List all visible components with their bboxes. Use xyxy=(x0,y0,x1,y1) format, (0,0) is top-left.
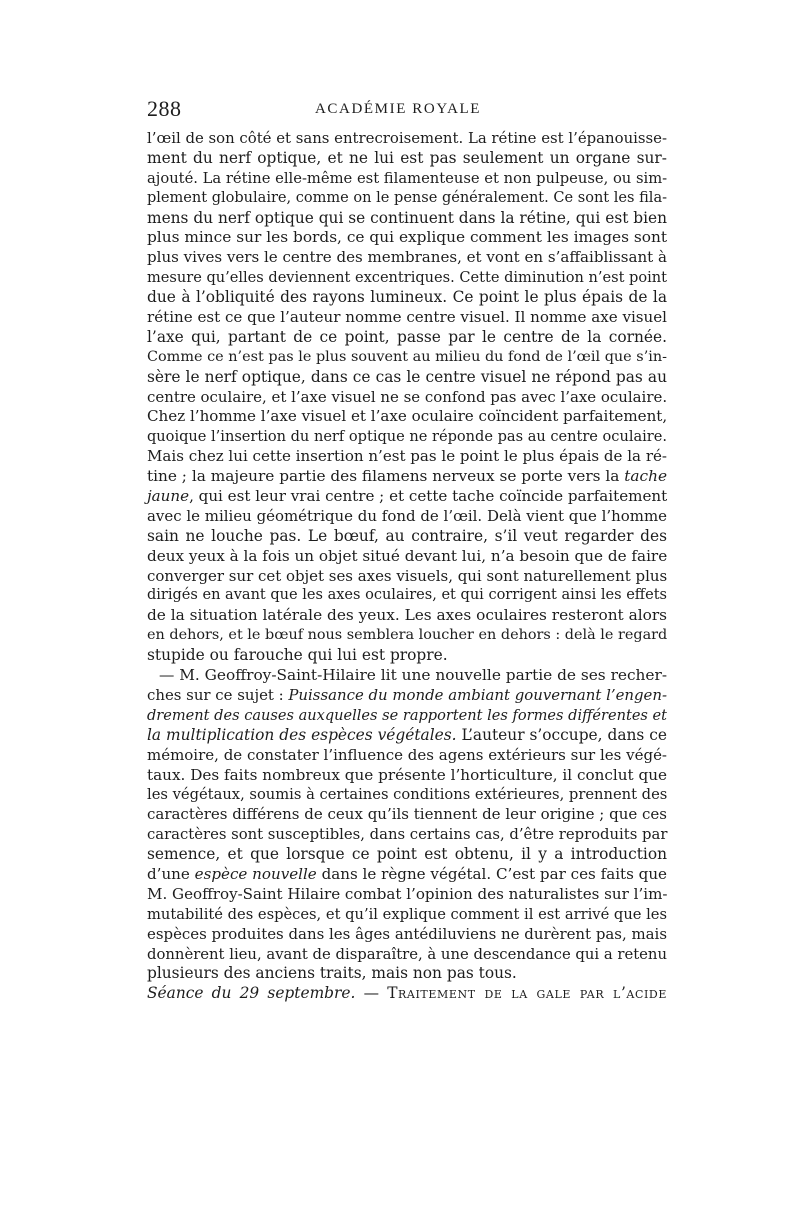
text-segment: taux. Des faits nombreux que présente l’horticulture, il conclut que xyxy=(147,765,667,784)
text-segment: jaune xyxy=(147,487,190,506)
text-segment: espèces produites dans les âges antédiluviens ne durèrent pas, mais xyxy=(147,924,667,943)
text-segment: les végétaux, soumis à certaines conditions extérieures, prennent des xyxy=(147,786,668,804)
text-segment: converger sur cet objet ses axes visuels, qui sont naturellement plus xyxy=(147,566,668,585)
text-segment: espèce nouvelle xyxy=(194,864,317,883)
text-line xyxy=(147,586,667,606)
text-line xyxy=(147,905,667,925)
text-segment: ment du nerf optique, et ne lui est pas seulement un organe sur- xyxy=(147,148,667,167)
text-line xyxy=(147,567,667,587)
text-segment: plus mince sur les bords, ce qui explique comment les images sont xyxy=(147,228,667,247)
text-segment: mens du nerf optique qui se continuent dans la rétine, qui est bien xyxy=(147,208,667,227)
text-line xyxy=(147,885,667,905)
text-segment: deux yeux à la fois un objet situé devant lui, n’a besoin que de faire xyxy=(147,546,668,565)
text-segment: , qui est leur vrai centre ; et cette tache coïncide parfaitement xyxy=(189,487,668,506)
text-segment: tache xyxy=(624,467,668,486)
text-segment: caractères différens de ceux qu’ils tiennent de leur origine ; que ces xyxy=(147,805,667,824)
text-segment: dans le règne végétal. C’est par ces faits que xyxy=(316,864,667,883)
text-segment: Comme ce n’est pas le plus souvent au milieu du fond de l’œil que s’in- xyxy=(147,348,667,365)
text-segment: drement des causes auxquelles se rapportent les formes différentes et xyxy=(147,706,667,724)
text-line xyxy=(147,308,667,328)
text-segment: semence, et que lorsque ce point est obtenu, il y a introduction xyxy=(147,845,667,864)
text-segment: sère le nerf optique, dans ce cas le centre visuel ne répond pas au xyxy=(147,367,667,386)
text-line xyxy=(147,945,667,965)
text-segment: mesure qu’elles deviennent excentriques. Cette diminution n’est point xyxy=(147,269,667,287)
text-line xyxy=(147,388,667,408)
text-line xyxy=(147,845,667,865)
text-line xyxy=(147,547,667,567)
text-segment: tine ; la majeure partie des filamens nerveux se porte vers la xyxy=(147,467,625,486)
text-line xyxy=(147,268,667,288)
text-segment: Mais chez lui cette insertion n’est pas le point le plus épais de la ré- xyxy=(147,447,667,466)
text-segment: stupide ou farouche qui lui est propre. xyxy=(147,646,448,665)
body-text xyxy=(147,129,667,1004)
text-line xyxy=(147,209,667,229)
text-line xyxy=(147,189,667,209)
text-segment: — xyxy=(355,984,388,1003)
text-line xyxy=(147,407,667,427)
text-segment: plus vives vers le centre des membranes, et vont en s’affaiblissant à xyxy=(147,248,667,267)
text-line xyxy=(147,149,667,169)
text-line xyxy=(147,606,667,626)
text-segment: Puissance du monde ambiant gouvernant l’engen- xyxy=(288,685,667,704)
text-line xyxy=(147,785,667,805)
text-line xyxy=(147,766,667,786)
text-segment: d’une xyxy=(147,864,195,883)
text-line xyxy=(147,825,667,845)
text-segment: Chez l’homme l’axe visuel et l’axe oculaire coïncident parfaitement, xyxy=(147,407,668,426)
text-line xyxy=(147,626,667,646)
text-segment: — M. Geoffroy-Saint-Hilaire lit une nouvelle partie de ses recher- xyxy=(159,666,667,685)
text-segment: caractères sont susceptibles, dans certains cas, d’être reproduits par xyxy=(147,826,668,844)
text-segment: mémoire, de constater l’influence des agens extérieurs sur les végé- xyxy=(147,745,667,764)
text-segment: sain ne louche pas. Le bœuf, au contraire, s’il veut regarder des xyxy=(147,526,667,545)
text-segment: mutabilité des espèces, et qu’il explique comment il est arrivé que les xyxy=(147,905,667,923)
text-segment: rétine est ce que l’auteur nomme centre visuel. Il nomme axe visuel xyxy=(147,308,667,327)
text-line xyxy=(147,129,667,149)
text-line xyxy=(147,487,667,507)
text-segment: la multiplication des espèces végétales. xyxy=(147,725,457,744)
text-segment: Traitement de la gale par l’acide xyxy=(387,984,667,1003)
text-line xyxy=(147,726,667,746)
text-segment: l’axe qui, partant de ce point, passe par le centre de la cornée. xyxy=(147,327,667,346)
text-segment: L’auteur s’occupe, dans ce xyxy=(456,725,667,744)
running-head xyxy=(147,96,667,120)
text-line xyxy=(147,348,667,368)
text-segment: avec le milieu géométrique du fond de l’œil. Delà vient que l’homme xyxy=(147,506,667,525)
text-line xyxy=(147,467,667,487)
running-title: ACADÉMIE ROYALE xyxy=(315,101,482,117)
text-segment: centre oculaire, et l’axe visuel ne se confond pas avec l’axe oculaire. xyxy=(147,387,668,406)
text-line xyxy=(147,427,667,447)
text-line xyxy=(147,447,667,467)
text-segment: donnèrent lieu, avant de disparaître, à une descendance qui a retenu xyxy=(147,945,667,963)
text-line xyxy=(147,746,667,766)
text-segment: dirigés en avant que les axes oculaires, et qui corrigent ainsi les effets xyxy=(147,587,667,604)
text-line xyxy=(147,706,667,726)
text-line xyxy=(147,666,667,686)
text-line xyxy=(147,288,667,308)
text-line xyxy=(147,925,667,945)
text-line xyxy=(147,984,667,1004)
text-line xyxy=(147,228,667,248)
text-segment: Séance du 29 septembre. xyxy=(147,984,356,1003)
text-segment: plusieurs des anciens traits, mais non pas tous. xyxy=(147,964,517,983)
text-segment: de la situation latérale des yeux. Les axes oculaires resteront alors xyxy=(147,606,667,625)
text-segment: quoique l’insertion du nerf optique ne répondе pas au centre oculaire. xyxy=(147,428,667,446)
page-number: 288 xyxy=(147,96,182,121)
text-line xyxy=(147,368,667,388)
text-line xyxy=(147,169,667,189)
text-line xyxy=(147,805,667,825)
text-line xyxy=(147,507,667,527)
text-line xyxy=(147,646,667,666)
text-line xyxy=(147,328,667,348)
text-line xyxy=(147,248,667,268)
text-line xyxy=(147,964,667,984)
text-segment: en dehors, et le bœuf nous semblera loucher en dehors : delà le regard xyxy=(147,627,668,644)
text-line xyxy=(147,686,667,706)
text-segment: ajouté. La rétine elle-même est filamenteuse et non pulpeuse, ou sim- xyxy=(147,169,668,187)
text-line xyxy=(147,527,667,547)
text-segment: ches sur ce sujet : xyxy=(147,685,289,704)
text-segment: M. Geoffroy-Saint Hilaire combat l’opinion des naturalistes sur l’im- xyxy=(147,884,668,903)
text-segment: plement globulaire, comme on le pense généralement. Ce sont les fila- xyxy=(147,189,667,206)
text-segment: l’œil de son côté et sans entrecroisement. La rétine est l’épanouisse- xyxy=(147,129,667,147)
text-line xyxy=(147,865,667,885)
text-segment: due à l’obliquité des rayons lumineux. Ce point le plus épais de la xyxy=(147,288,667,307)
